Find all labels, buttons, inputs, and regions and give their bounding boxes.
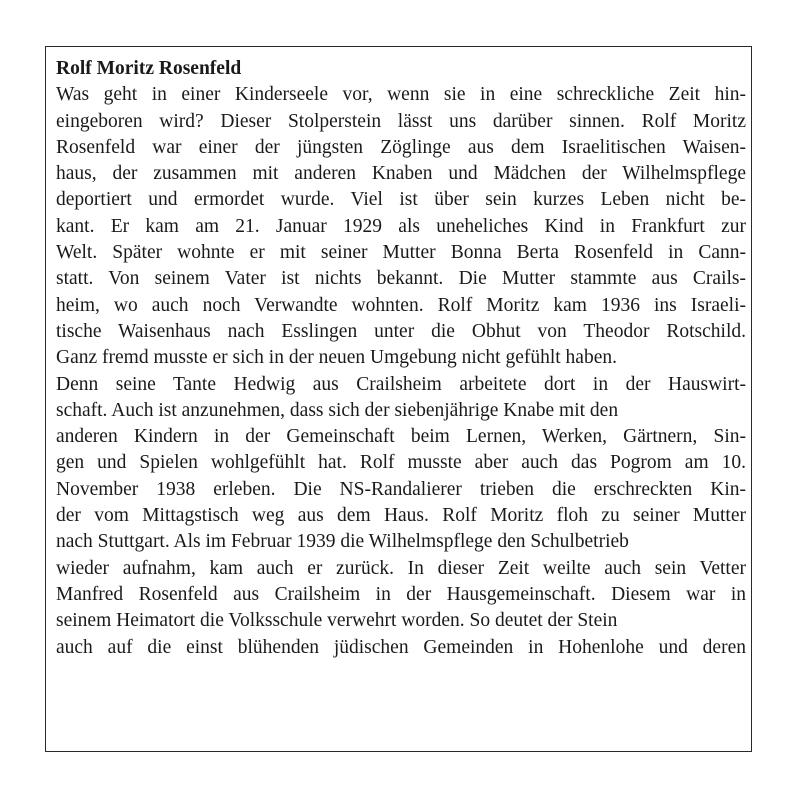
- text-line: November 1938 erleben. Die NS-Randalierer trieben die erschreckten Kin-: [56, 478, 746, 500]
- text-line: tische Waisenhaus nach Esslingen unter die Obhut von Theodor Rotschild.: [56, 320, 746, 342]
- text-line: Ganz fremd musste er sich in der neuen Umgebung nicht gefühlt haben.: [56, 347, 617, 369]
- text-line: Denn seine Tante Hedwig aus Crailsheim arbeitete dort in der Hauswirt-: [56, 373, 746, 395]
- text-line: wieder aufnahm, kam auch er zurück. In dieser Zeit weilte auch sein Vetter: [56, 557, 746, 579]
- text-line: Welt. Später wohnte er mit seiner Mutter Bonna Berta Rosenfeld in Cann-: [56, 242, 746, 264]
- text-line: anderen Kindern in der Gemeinschaft beim Lernen, Werken, Gärtnern, Sin-: [56, 426, 746, 448]
- text-line: eingeboren wird? Dieser Stolperstein lässt uns darüber sinnen. Rolf Moritz: [56, 110, 746, 132]
- text-line: heim, wo auch noch Verwandte wohnten. Rolf Moritz kam 1936 ins Israeli-: [56, 294, 746, 316]
- text-line: statt. Von seinem Vater ist nichts bekannt. Die Mutter stammte aus Crails-: [56, 268, 746, 290]
- text-line: auch auf die einst blühenden jüdischen Gemeinden in Hohenlohe und deren: [56, 636, 746, 658]
- text-line: der vom Mittagstisch weg aus dem Haus. Rolf Moritz floh zu seiner Mutter: [56, 505, 746, 527]
- text-line: haus, der zusammen mit anderen Knaben und Mädchen der Wilhelmspflege: [56, 163, 746, 185]
- text-line: Rosenfeld war einer der jüngsten Zöglinge aus dem Israelitischen Waisen-: [56, 136, 746, 158]
- document-body: [56, 56, 746, 661]
- document-title: Rolf Moritz Rosenfeld: [56, 58, 242, 79]
- text-line: kant. Er kam am 21. Januar 1929 als uneheliches Kind in Frankfurt zur: [56, 215, 746, 237]
- text-line: seinem Heimatort die Volksschule verwehrt worden. So deutet der Stein: [56, 610, 618, 632]
- text-line: deportiert und ermordet wurde. Viel ist über sein kurzes Leben nicht be-: [56, 189, 746, 211]
- text-line: Manfred Rosenfeld aus Crailsheim in der Hausgemeinschaft. Diesem war in: [56, 583, 746, 605]
- text-line: schaft. Auch ist anzunehmen, dass sich der siebenjährige Knabe mit den: [56, 399, 619, 421]
- text-line: nach Stuttgart. Als im Februar 1939 die Wilhelmspflege den Schulbetrieb: [56, 531, 629, 553]
- text-line: Was geht in einer Kinderseele vor, wenn sie in eine schreckliche Zeit hin-: [56, 84, 746, 106]
- text-line: gen und Spielen wohlgefühlt hat. Rolf musste aber auch das Pogrom am 10.: [56, 452, 746, 474]
